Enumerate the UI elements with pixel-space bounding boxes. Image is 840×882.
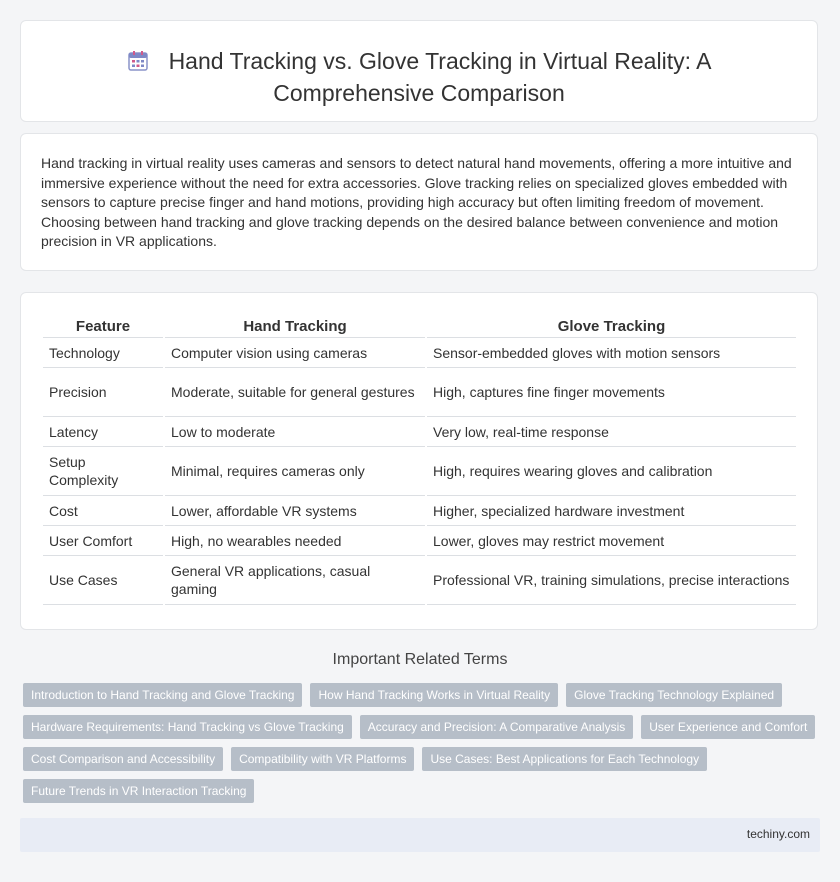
intro-card	[20, 133, 818, 271]
glove-cell: Professional VR, training simulations, precise interactions	[427, 556, 796, 605]
glove-cell: Higher, specialized hardware investment	[427, 496, 796, 526]
hand-cell: Lower, affordable VR systems	[165, 496, 425, 526]
table-row	[43, 556, 796, 605]
related-term-link[interactable]: Cost Comparison and Accessibility	[23, 747, 223, 771]
glove-cell: High, captures fine finger movements	[427, 368, 796, 417]
related-term-link[interactable]: Accuracy and Precision: A Comparative Analysis	[360, 715, 633, 739]
title-line-1: Hand Tracking vs. Glove Tracking in Virtual Reality: A	[168, 48, 712, 74]
related-term-link[interactable]: Use Cases: Best Applications for Each Technology	[422, 747, 707, 771]
related-terms-list	[23, 683, 823, 803]
related-term-link[interactable]: Hardware Requirements: Hand Tracking vs Glove Tracking	[23, 715, 352, 739]
header-feature: Feature	[43, 315, 163, 338]
title-line-2: Comprehensive Comparison	[273, 80, 565, 106]
footer	[20, 818, 820, 852]
feature-cell: Precision	[43, 368, 163, 417]
table-row	[43, 496, 796, 526]
table-row	[43, 368, 796, 417]
comparison-table	[41, 315, 798, 605]
glove-cell: Lower, gloves may restrict movement	[427, 526, 796, 556]
table-row	[43, 526, 796, 556]
calendar-icon	[127, 50, 149, 79]
table-row	[43, 338, 796, 368]
page-title	[21, 47, 817, 108]
title-card	[20, 20, 818, 122]
feature-cell: Use Cases	[43, 556, 163, 605]
related-term-link[interactable]: How Hand Tracking Works in Virtual Reality	[310, 683, 558, 707]
glove-cell: Sensor-embedded gloves with motion sensors	[427, 338, 796, 368]
related-term-link[interactable]: Compatibility with VR Platforms	[231, 747, 414, 771]
related-term-link[interactable]: Glove Tracking Technology Explained	[566, 683, 782, 707]
related-term-link[interactable]: Future Trends in VR Interaction Tracking	[23, 779, 254, 803]
footer-site-link[interactable]: techiny.com	[746, 827, 810, 841]
feature-cell: Cost	[43, 496, 163, 526]
table-row	[43, 447, 796, 496]
header-hand-tracking: Hand Tracking	[165, 315, 425, 338]
hand-cell: High, no wearables needed	[165, 526, 425, 556]
table-row	[43, 417, 796, 447]
related-term-link[interactable]: User Experience and Comfort	[641, 715, 815, 739]
feature-cell: Technology	[43, 338, 163, 368]
hand-cell: Moderate, suitable for general gestures	[165, 368, 425, 417]
related-terms-title: Important Related Terms	[332, 651, 508, 668]
related-term-link[interactable]: Introduction to Hand Tracking and Glove Tracking	[23, 683, 302, 707]
table-header-row	[43, 315, 796, 338]
glove-cell: Very low, real-time response	[427, 417, 796, 447]
header-glove-tracking: Glove Tracking	[427, 315, 796, 338]
hand-cell: Computer vision using cameras	[165, 338, 425, 368]
glove-cell: High, requires wearing gloves and calibration	[427, 447, 796, 496]
hand-cell: General VR applications, casual gaming	[165, 556, 425, 605]
hand-cell: Minimal, requires cameras only	[165, 447, 425, 496]
hand-cell: Low to moderate	[165, 417, 425, 447]
feature-cell: Setup Complexity	[43, 447, 163, 496]
comparison-card	[20, 292, 818, 630]
feature-cell: User Comfort	[43, 526, 163, 556]
intro-paragraph: Hand tracking in virtual reality uses cameras and sensors to detect natural hand movements, offering a more intuitive and immersive experience without the need for extra accessories. Glove tracking relies on specialized gloves embedded with sensors to capture precise finger and hand motions, providing high accuracy but often limiting freedom of movement. Choosing between hand tracking and glove tracking depends on the desired balance between convenience and motion precision in VR applications.	[41, 155, 792, 249]
feature-cell: Latency	[43, 417, 163, 447]
